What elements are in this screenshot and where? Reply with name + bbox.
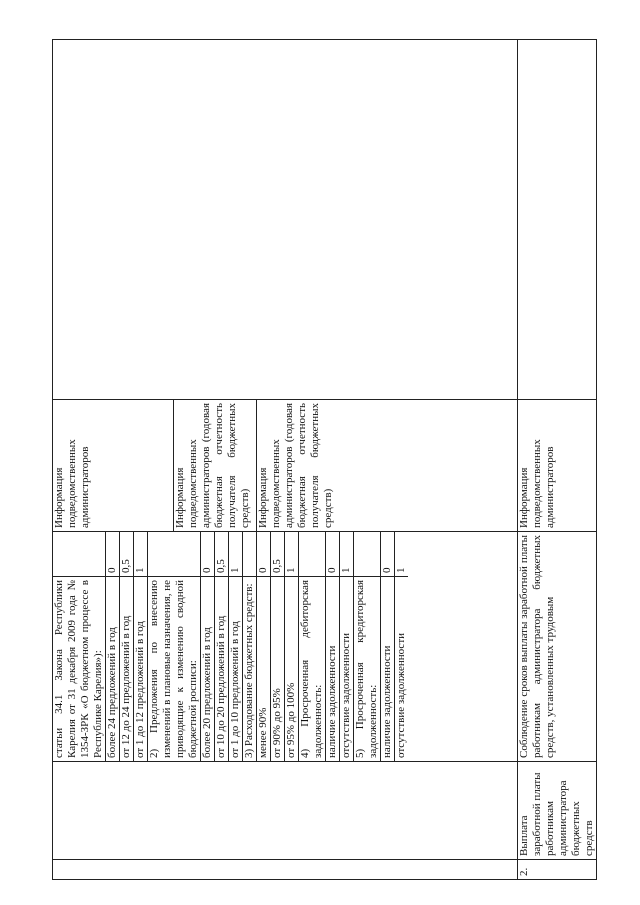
criterion-score: 1: [285, 532, 298, 577]
criterion-row: [106, 532, 120, 761]
source-cell: [53, 399, 518, 531]
criterion-row: [229, 532, 243, 761]
criteria-table: [52, 39, 597, 880]
criterion-text: более 24 предложений в год: [106, 627, 118, 758]
criterion-row: [257, 532, 271, 761]
criterion-text: 2) Предложения по внесению изменений в плановые назначения, не приводящие к изменению сводной бюджетной росписи:: [148, 579, 199, 758]
criterion-text: от 12 до 24 предложений в год: [120, 615, 132, 758]
criterion-row: [340, 532, 354, 761]
criteria-cell: [53, 531, 518, 761]
criterion-score: 1: [229, 532, 242, 577]
criterion-score: 0: [257, 532, 270, 577]
criterion-row: [395, 532, 408, 761]
criterion-row: [243, 532, 257, 761]
criterion-row: [201, 532, 215, 761]
criterion-score: [148, 532, 200, 577]
criterion-score: 1: [134, 532, 147, 577]
source-block: Информация подведомственных администраторов (годовая бюджетная отчетность получателя бюджетных средств): [256, 400, 335, 531]
empty-cell: [53, 39, 518, 399]
criterion-score: [243, 532, 256, 577]
criterion-text: статьи 34.1 Закона Республики Карелия от 31 декабря 2009 года № 1354-ЗРК «О бюджетном процессе в Республике Карелия»):: [53, 579, 104, 758]
criterion-row: [120, 532, 134, 761]
source-block: Информация подведомственных администраторов (годовая бюджетная отчетность получателя бюджетных средств): [173, 400, 256, 531]
criterion-row: [215, 532, 229, 761]
criterion-text: 5) Просроченная кредиторская задолженность:: [354, 579, 379, 758]
criterion-text: от 90% до 95%: [271, 688, 283, 758]
criterion-score: 0: [201, 532, 214, 577]
criterion-row: [271, 532, 285, 761]
criterion-score: [53, 532, 105, 577]
rotated-table-container: [52, 40, 597, 880]
row-number: 2.: [518, 860, 597, 880]
criterion-score: 0: [106, 532, 119, 577]
criterion-row: [299, 532, 326, 761]
source-cell: Информация подведомственных администраторов: [518, 399, 597, 531]
criterion-text: отсутствие задолженности: [340, 632, 352, 758]
criterion-row: [326, 532, 340, 761]
criterion-row: [381, 532, 395, 761]
criterion-text: менее 90%: [257, 707, 269, 758]
criterion-score: [299, 532, 325, 577]
criterion-row: [134, 532, 148, 761]
criterion-text: 4) Просроченная дебиторская задолженность:: [299, 579, 324, 758]
criterion-score: 1: [395, 532, 408, 577]
criterion-score: 0: [326, 532, 339, 577]
criterion-score: 0,5: [271, 532, 284, 577]
criterion-text: от 95% до 100%: [285, 682, 297, 758]
table-row: [53, 39, 518, 879]
table-row: [518, 39, 597, 879]
criterion-text: более 20 предложений в год: [201, 627, 213, 758]
criterion-text: наличие задолженности: [326, 645, 338, 758]
source-block: Информация подведомственных администраторов: [53, 439, 91, 528]
criterion-row: [354, 532, 381, 761]
criterion-score: [354, 532, 380, 577]
criterion-score: 0,5: [215, 532, 228, 577]
criteria-list: [53, 532, 408, 761]
row-number: [53, 860, 518, 880]
criteria-text: Соблюдение сроков выплаты заработной платы работникам администратора бюджетных средств, установленных трудовым: [518, 531, 597, 761]
criterion-row: [148, 532, 201, 761]
criterion-text: отсутствие задолженности: [395, 632, 407, 758]
criterion-score: 0: [381, 532, 394, 577]
criterion-score: 1: [340, 532, 353, 577]
criterion-row: [285, 532, 299, 761]
criterion-text: от 10 до 20 предложений в год: [215, 615, 227, 758]
criterion-text: 3) Расходование бюджетных средств:: [243, 583, 255, 758]
document-page: [52, 40, 597, 880]
criterion-score: 0,5: [120, 532, 133, 577]
empty-cell: [518, 39, 597, 399]
row-name: [53, 762, 518, 860]
criterion-text: наличие задолженности: [381, 645, 393, 758]
criterion-text: от 1 до 12 предложений в год: [134, 621, 146, 758]
criterion-row: [53, 532, 106, 761]
row-name: Выплата заработной платы работникам администратора бюджетных средств: [518, 762, 597, 860]
criterion-text: от 1 до 10 предложений в год: [229, 621, 241, 758]
